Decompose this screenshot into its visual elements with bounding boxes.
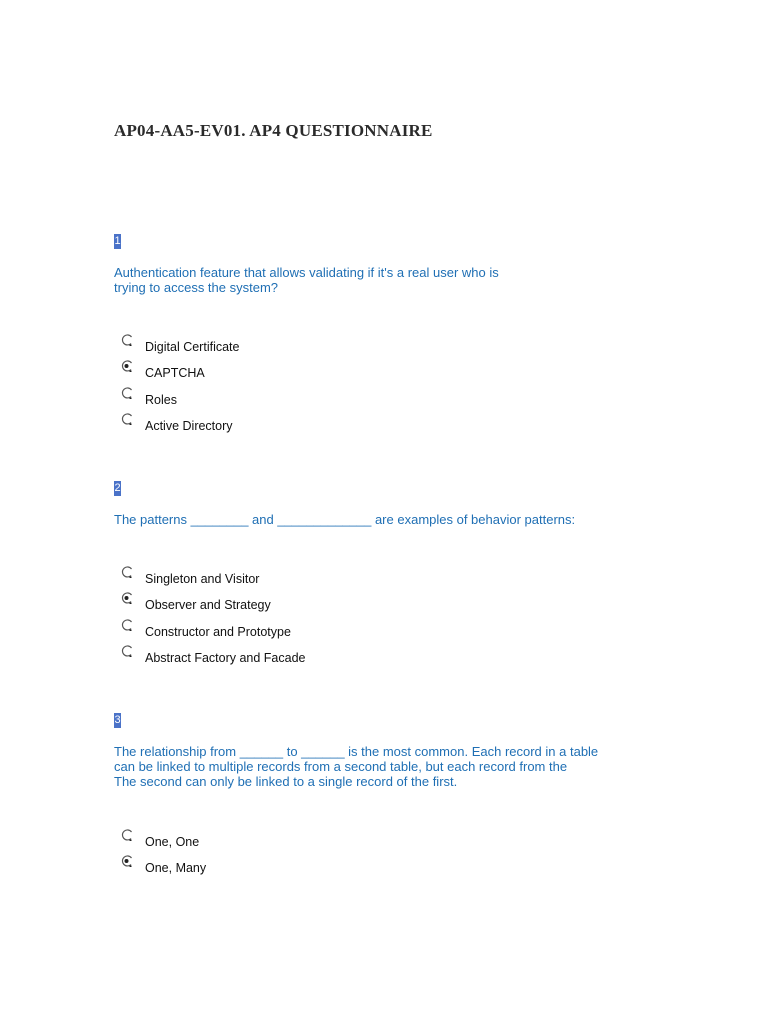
radio-button-icon[interactable] <box>120 565 134 579</box>
option-label: One, One <box>145 835 200 849</box>
option-q2-2[interactable] <box>120 591 540 617</box>
question-number-2: 2 <box>114 482 121 494</box>
option-q1-1[interactable] <box>120 333 540 359</box>
question-number-3: 3 <box>114 714 121 726</box>
question-text-1: Authentication feature that allows validating if it's a real user who is trying to access the system? <box>114 265 499 295</box>
question-text-3: The relationship from ______ to ______ is the most common. Each record in a table can be linked to multiple records from a second table, but each record from the The second can only be linked to a single record of the first. <box>114 744 599 789</box>
question-number-1: 1 <box>114 235 121 247</box>
option-q1-2[interactable] <box>120 359 540 385</box>
radio-button-icon[interactable] <box>120 359 134 373</box>
option-label: Constructor and Prototype <box>145 624 291 639</box>
radio-button-icon[interactable] <box>120 644 134 658</box>
options-list-2 <box>120 565 540 671</box>
option-label: Abstract Factory and Facade <box>145 651 306 666</box>
radio-button-icon[interactable] <box>120 412 134 426</box>
question-text-2: The patterns ________ and _____________ are examples of behavior patterns: <box>114 512 576 527</box>
option-q2-4[interactable] <box>120 644 540 670</box>
option-label: Roles <box>145 392 177 407</box>
radio-button-icon[interactable] <box>120 386 134 400</box>
option-q1-3[interactable] <box>120 386 540 412</box>
option-q2-1[interactable] <box>120 565 540 591</box>
options-list-1 <box>120 333 540 439</box>
radio-button-icon[interactable] <box>120 854 134 868</box>
option-label: Singleton and Visitor <box>145 572 260 586</box>
radio-button-icon[interactable] <box>120 333 134 347</box>
option-q2-3[interactable] <box>120 618 540 644</box>
radio-button-icon[interactable] <box>120 618 134 632</box>
document-title: AP04-AA5-EV01. AP4 QUESTIONNAIRE <box>114 121 433 140</box>
options-list-3 <box>120 828 540 881</box>
option-label: CAPTCHA <box>145 366 205 381</box>
option-q1-4[interactable] <box>120 412 540 438</box>
option-label: One, Many <box>145 861 207 876</box>
option-label: Observer and Strategy <box>145 598 271 613</box>
radio-button-icon[interactable] <box>120 828 134 842</box>
option-label: Digital Certificate <box>145 340 240 354</box>
option-q3-1[interactable] <box>120 828 540 854</box>
radio-button-icon[interactable] <box>120 591 134 605</box>
option-label: Active Directory <box>145 419 233 434</box>
option-q3-2[interactable] <box>120 854 540 880</box>
